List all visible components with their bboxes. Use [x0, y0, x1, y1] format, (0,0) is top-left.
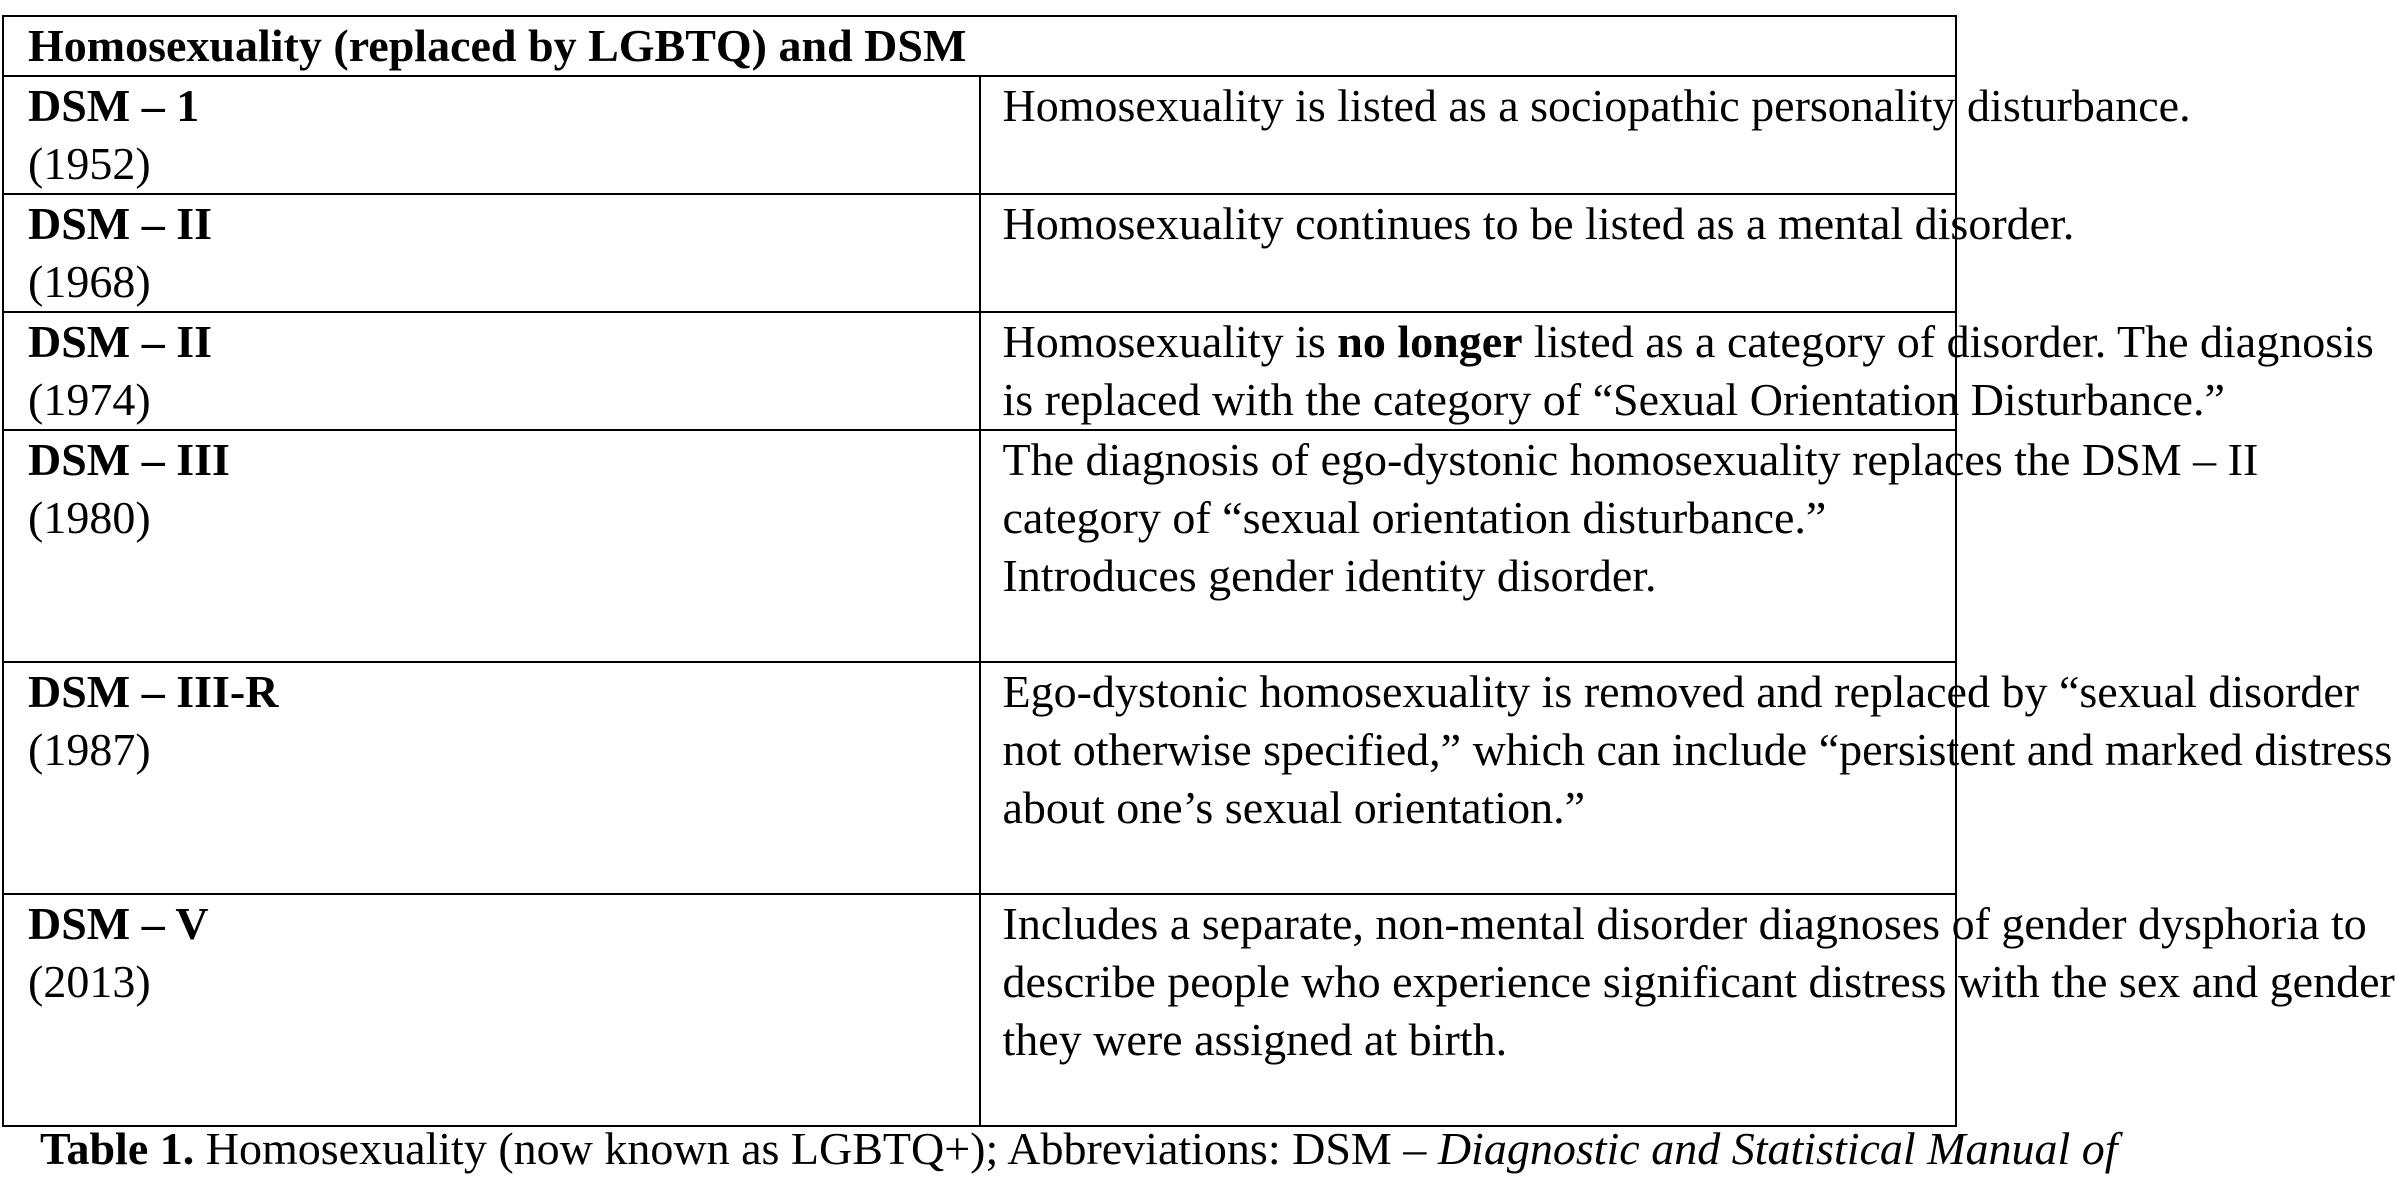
edition-name: DSM – II — [28, 316, 213, 367]
table-row — [3, 894, 1956, 1126]
description-text: describe people who experience significant distress with the sex and gender — [1002, 956, 2395, 1007]
description-text: Ego-dystonic homosexuality is removed and replaced by “sexual disorder — [1002, 666, 2360, 717]
edition-cell — [3, 430, 980, 662]
table-row — [3, 662, 1956, 894]
description-cell — [980, 194, 2075, 312]
description-cell — [980, 894, 2395, 1126]
description-text: Includes a separate, non-mental disorder diagnoses of gender dysphoria to — [1002, 898, 2367, 949]
description-cell — [980, 76, 2191, 194]
description-line — [1002, 195, 2075, 253]
caption-text: Homosexuality (now known as LGBTQ+); Abbreviations: DSM – — [194, 1123, 1438, 1174]
edition-cell — [3, 894, 980, 1126]
table-row — [3, 430, 1956, 662]
edition-cell — [3, 194, 980, 312]
description-line — [1003, 489, 1948, 547]
edition-year: (2013) — [28, 956, 151, 1007]
edition-cell — [3, 312, 980, 430]
description-line — [1002, 313, 2374, 371]
edition-name: DSM – III-R — [28, 666, 279, 717]
edition-year: (1952) — [28, 138, 151, 189]
edition-cell — [3, 76, 980, 194]
edition-name: DSM – 1 — [28, 80, 200, 131]
description-text: The diagnosis of ego-dystonic homosexuality replaces the DSM – II — [1002, 434, 2259, 485]
description-line — [1003, 547, 1948, 605]
edition-year: (1968) — [28, 256, 151, 307]
description-line — [1002, 77, 2191, 135]
description-line — [1002, 663, 2360, 721]
description-line — [1003, 1011, 1948, 1069]
description-line — [1002, 721, 2393, 779]
description-line — [1002, 895, 2367, 953]
description-emphasis: no longer — [1337, 316, 1523, 367]
edition-name: DSM – V — [28, 898, 209, 949]
description-line — [1002, 431, 2259, 489]
description-text: Homosexuality is — [1002, 316, 1338, 367]
description-text: they were assigned at birth. — [1002, 1014, 1508, 1065]
table-caption — [40, 1120, 2118, 1178]
edition-year: (1980) — [28, 492, 151, 543]
table-header-row — [3, 16, 1956, 76]
description-text: listed as a category of disorder. The diagnosis — [1522, 316, 2374, 367]
caption-italic-text: Diagnostic and Statistical Manual of — [1437, 1123, 2118, 1174]
table-row — [3, 312, 1956, 430]
edition-year: (1974) — [28, 374, 151, 425]
description-text: not otherwise specified,” which can include “persistent and marked distress — [1002, 724, 2393, 775]
description-text: category of “sexual orientation disturbance.” — [1002, 492, 1827, 543]
description-line — [1002, 953, 2395, 1011]
description-text: Homosexuality continues to be listed as a mental disorder. — [1002, 198, 2075, 249]
table-row — [3, 194, 1956, 312]
edition-name: DSM – III — [28, 434, 230, 485]
table-header-title: Homosexuality (replaced by LGBTQ) and DSM — [3, 16, 1956, 76]
caption-label: Table 1. — [40, 1123, 195, 1174]
edition-year: (1987) — [28, 724, 151, 775]
table-row — [3, 76, 1956, 194]
description-text: Homosexuality is listed as a sociopathic personality disturbance. — [1002, 80, 2191, 131]
description-cell — [980, 662, 2393, 894]
description-text: Introduces gender identity disorder. — [1002, 550, 1657, 601]
edition-cell — [3, 662, 980, 894]
edition-name: DSM – II — [28, 198, 213, 249]
description-line — [1002, 371, 2225, 429]
dsm-history-table — [2, 15, 2395, 1127]
description-cell — [980, 430, 2259, 662]
description-cell — [980, 312, 2374, 430]
description-text: about one’s sexual orientation.” — [1002, 782, 1586, 833]
description-text: is replaced with the category of “Sexual Orientation Disturbance.” — [1002, 374, 2225, 425]
description-line — [1003, 779, 1948, 837]
